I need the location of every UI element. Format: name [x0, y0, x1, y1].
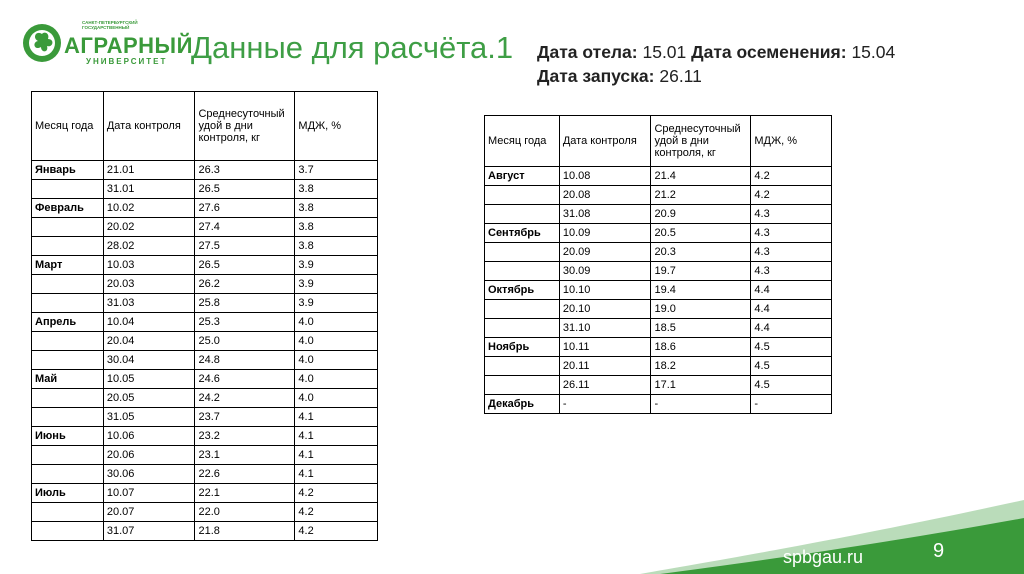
control-date-cell: 10.02	[103, 199, 195, 218]
yield-cell: 26.5	[195, 256, 295, 275]
table-row	[32, 389, 378, 408]
month-cell: Июль	[32, 484, 104, 503]
column-header: Дата контроля	[559, 116, 651, 167]
table-row	[32, 522, 378, 541]
table-row	[32, 446, 378, 465]
fat-cell: 4.4	[751, 300, 832, 319]
fat-cell: 3.8	[295, 199, 378, 218]
month-cell: Март	[32, 256, 104, 275]
insemination-date-label: Дата осеменения:	[691, 42, 847, 62]
month-cell	[32, 180, 104, 199]
yield-cell: 22.1	[195, 484, 295, 503]
fat-cell: 4.2	[295, 522, 378, 541]
yield-cell: 18.6	[651, 338, 751, 357]
control-date-cell: 10.08	[559, 167, 651, 186]
column-header: МДЖ, %	[751, 116, 832, 167]
month-cell: Апрель	[32, 313, 104, 332]
yield-cell: 27.6	[195, 199, 295, 218]
table-row	[485, 300, 832, 319]
table-aug-dec	[484, 115, 832, 414]
yield-cell: 22.6	[195, 465, 295, 484]
table-row	[32, 199, 378, 218]
logo-subtitle: УНИВЕРСИТЕТ	[86, 57, 168, 66]
control-date-cell: 30.09	[559, 262, 651, 281]
control-date-cell: 10.04	[103, 313, 195, 332]
table-row	[32, 237, 378, 256]
table-row	[32, 484, 378, 503]
yield-cell: 19.7	[651, 262, 751, 281]
table-row	[32, 465, 378, 484]
dry-off-date-value: 26.11	[659, 66, 702, 86]
table-jan-jul	[31, 91, 378, 541]
university-logo	[22, 20, 193, 70]
column-header: Среднесуточный удой в дни контроля, кг	[195, 92, 295, 161]
yield-cell: 23.1	[195, 446, 295, 465]
fat-cell: 4.3	[751, 224, 832, 243]
yield-cell: 25.3	[195, 313, 295, 332]
fat-cell: 4.4	[751, 281, 832, 300]
yield-cell: 21.2	[651, 186, 751, 205]
control-date-cell: 20.02	[103, 218, 195, 237]
yield-cell: 26.5	[195, 180, 295, 199]
month-cell	[32, 294, 104, 313]
month-cell	[485, 243, 560, 262]
table-row	[485, 338, 832, 357]
fat-cell: 3.9	[295, 256, 378, 275]
yield-cell: 24.6	[195, 370, 295, 389]
month-cell: Февраль	[32, 199, 104, 218]
control-date-cell: 10.11	[559, 338, 651, 357]
yield-cell: 27.4	[195, 218, 295, 237]
table-row	[485, 186, 832, 205]
table-row	[485, 224, 832, 243]
month-cell	[485, 205, 560, 224]
fat-cell: 4.2	[751, 167, 832, 186]
month-cell: Сентябрь	[485, 224, 560, 243]
fat-cell: 3.8	[295, 218, 378, 237]
control-date-cell: 10.06	[103, 427, 195, 446]
table-row	[32, 218, 378, 237]
month-cell: Ноябрь	[485, 338, 560, 357]
table-row	[32, 332, 378, 351]
column-header: МДЖ, %	[295, 92, 378, 161]
fat-cell: 3.7	[295, 161, 378, 180]
month-cell: Май	[32, 370, 104, 389]
control-date-cell: 20.08	[559, 186, 651, 205]
control-date-cell: 20.04	[103, 332, 195, 351]
month-cell: Август	[485, 167, 560, 186]
fat-cell: 3.9	[295, 275, 378, 294]
column-header: Месяц года	[32, 92, 104, 161]
table-row	[485, 376, 832, 395]
month-cell	[32, 389, 104, 408]
fat-cell: 4.2	[295, 503, 378, 522]
fat-cell: 4.3	[751, 262, 832, 281]
control-date-cell: 31.07	[103, 522, 195, 541]
fat-cell: 4.0	[295, 332, 378, 351]
dates-info	[537, 40, 895, 88]
table-row	[485, 243, 832, 262]
month-cell: Июнь	[32, 427, 104, 446]
fat-cell: 4.5	[751, 357, 832, 376]
yield-cell: 21.4	[651, 167, 751, 186]
table-row	[32, 427, 378, 446]
control-date-cell: -	[559, 395, 651, 414]
fat-cell: 4.2	[751, 186, 832, 205]
table-row	[32, 503, 378, 522]
month-cell	[32, 446, 104, 465]
month-cell	[485, 262, 560, 281]
control-date-cell: 31.01	[103, 180, 195, 199]
control-date-cell: 31.03	[103, 294, 195, 313]
table-row	[32, 370, 378, 389]
control-date-cell: 20.09	[559, 243, 651, 262]
control-date-cell: 20.10	[559, 300, 651, 319]
control-date-cell: 31.10	[559, 319, 651, 338]
column-header: Среднесуточный удой в дни контроля, кг	[651, 116, 751, 167]
calving-date-value: 15.01	[642, 42, 687, 62]
table-row	[32, 256, 378, 275]
month-cell	[485, 376, 560, 395]
fat-cell: 3.9	[295, 294, 378, 313]
table-row	[32, 275, 378, 294]
yield-cell: 17.1	[651, 376, 751, 395]
month-cell	[32, 237, 104, 256]
yield-cell: 18.5	[651, 319, 751, 338]
clover-icon	[22, 20, 62, 66]
fat-cell: 4.3	[751, 243, 832, 262]
month-cell: Январь	[32, 161, 104, 180]
yield-cell: 23.2	[195, 427, 295, 446]
month-cell: Октябрь	[485, 281, 560, 300]
control-date-cell: 28.02	[103, 237, 195, 256]
table-row	[32, 351, 378, 370]
yield-cell: 21.8	[195, 522, 295, 541]
fat-cell: 4.0	[295, 313, 378, 332]
column-header: Месяц года	[485, 116, 560, 167]
table-row	[32, 161, 378, 180]
control-date-cell: 30.04	[103, 351, 195, 370]
control-date-cell: 31.08	[559, 205, 651, 224]
footer-site: spbgau.ru	[783, 547, 864, 567]
fat-cell: -	[751, 395, 832, 414]
table-row	[32, 180, 378, 199]
fat-cell: 4.4	[751, 319, 832, 338]
column-header: Дата контроля	[103, 92, 195, 161]
control-date-cell: 20.11	[559, 357, 651, 376]
yield-cell: 24.2	[195, 389, 295, 408]
yield-cell: 18.2	[651, 357, 751, 376]
page-title: Данные для расчёта.1	[191, 30, 514, 65]
fat-cell: 3.8	[295, 180, 378, 199]
month-cell	[32, 218, 104, 237]
fat-cell: 4.0	[295, 351, 378, 370]
control-date-cell: 10.10	[559, 281, 651, 300]
control-date-cell: 20.05	[103, 389, 195, 408]
table-header-row	[32, 92, 378, 161]
control-date-cell: 21.01	[103, 161, 195, 180]
yield-cell: 19.0	[651, 300, 751, 319]
yield-cell: 22.0	[195, 503, 295, 522]
yield-cell: -	[651, 395, 751, 414]
dry-off-date-label: Дата запуска:	[537, 66, 655, 86]
table-row	[485, 281, 832, 300]
fat-cell: 4.1	[295, 408, 378, 427]
fat-cell: 4.5	[751, 376, 832, 395]
control-date-cell: 31.05	[103, 408, 195, 427]
control-date-cell: 10.05	[103, 370, 195, 389]
fat-cell: 4.1	[295, 465, 378, 484]
table-row	[485, 357, 832, 376]
fat-cell: 4.0	[295, 370, 378, 389]
month-cell	[485, 319, 560, 338]
control-date-cell: 20.03	[103, 275, 195, 294]
table-row	[485, 205, 832, 224]
yield-cell: 27.5	[195, 237, 295, 256]
table-row	[32, 294, 378, 313]
fat-cell: 4.1	[295, 427, 378, 446]
yield-cell: 20.3	[651, 243, 751, 262]
month-cell	[32, 408, 104, 427]
calving-date-label: Дата отела:	[537, 42, 638, 62]
yield-cell: 26.2	[195, 275, 295, 294]
yield-cell: 25.8	[195, 294, 295, 313]
month-cell: Декабрь	[485, 395, 560, 414]
month-cell	[32, 351, 104, 370]
yield-cell: 24.8	[195, 351, 295, 370]
month-cell	[32, 332, 104, 351]
fat-cell: 4.5	[751, 338, 832, 357]
control-date-cell: 20.06	[103, 446, 195, 465]
logo-tagline: САНКТ-ПЕТЕРБУРГСКИЙ ГОСУДАРСТВЕННЫЙ	[82, 20, 138, 30]
month-cell	[485, 357, 560, 376]
fat-cell: 3.8	[295, 237, 378, 256]
month-cell	[485, 300, 560, 319]
table-header-row	[485, 116, 832, 167]
month-cell	[32, 522, 104, 541]
yield-cell: 23.7	[195, 408, 295, 427]
month-cell	[32, 503, 104, 522]
yield-cell: 20.9	[651, 205, 751, 224]
fat-cell: 4.1	[295, 446, 378, 465]
table-row	[485, 395, 832, 414]
yield-cell: 25.0	[195, 332, 295, 351]
yield-cell: 26.3	[195, 161, 295, 180]
fat-cell: 4.2	[295, 484, 378, 503]
control-date-cell: 20.07	[103, 503, 195, 522]
page-number: 9	[933, 540, 945, 562]
table-row	[32, 313, 378, 332]
insemination-date-value: 15.04	[851, 42, 896, 62]
yield-cell: 19.4	[651, 281, 751, 300]
table-row	[485, 319, 832, 338]
month-cell	[32, 275, 104, 294]
control-date-cell: 26.11	[559, 376, 651, 395]
table-row	[485, 167, 832, 186]
control-date-cell: 10.03	[103, 256, 195, 275]
fat-cell: 4.0	[295, 389, 378, 408]
control-date-cell: 10.09	[559, 224, 651, 243]
table-row	[485, 262, 832, 281]
month-cell	[485, 186, 560, 205]
logo-name: АГРАРНЫЙ	[64, 33, 193, 58]
fat-cell: 4.3	[751, 205, 832, 224]
control-date-cell: 30.06	[103, 465, 195, 484]
table-row	[32, 408, 378, 427]
yield-cell: 20.5	[651, 224, 751, 243]
month-cell	[32, 465, 104, 484]
control-date-cell: 10.07	[103, 484, 195, 503]
